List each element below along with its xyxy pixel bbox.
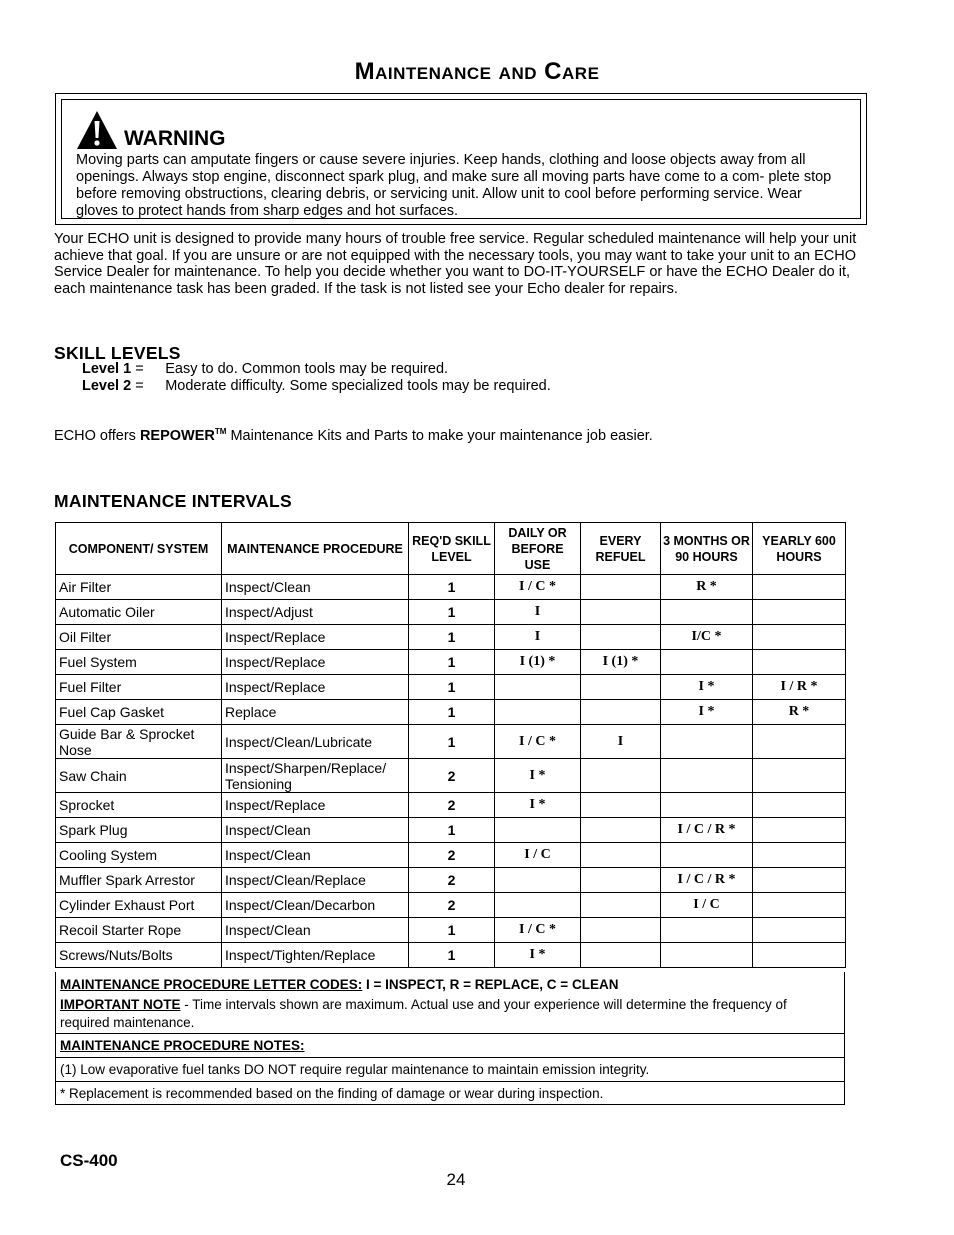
table-header-row	[56, 523, 846, 575]
warning-triangle-icon	[76, 110, 118, 150]
table-row	[56, 675, 846, 700]
cell-yearly	[753, 725, 846, 759]
cell-yearly	[753, 918, 846, 943]
important-note	[60, 996, 840, 1032]
cell-skill-level: 1	[409, 625, 495, 650]
cell-daily: I (1) *	[495, 650, 581, 675]
cell-3-months: I / C / R *	[661, 818, 753, 843]
cell-component: Cylinder Exhaust Port	[56, 893, 222, 918]
table-row	[56, 843, 846, 868]
cell-skill-level: 2	[409, 868, 495, 893]
cell-yearly	[753, 759, 846, 793]
intro-paragraph: Your ECHO unit is designed to provide many hours of trouble free service. Regular scheduled maintenance will help your unit achieve that goal. If you are unsure or are not equipped with the necessary tools, you may want to take your unit to an ECHO Service Dealer for maintenance. To help you decide whether you want to DO-IT-YOURSELF or have the ECHO Dealer do it, each maintenance task has been graded. If the task is not listed see your Echo dealer for repairs.	[54, 231, 857, 297]
note-2: * Replacement is recommended based on the finding of damage or wear during inspection.	[60, 1086, 604, 1101]
cell-every-refuel	[581, 625, 661, 650]
table-row	[56, 918, 846, 943]
cell-daily	[495, 818, 581, 843]
cell-procedure: Inspect/Adjust	[222, 600, 409, 625]
cell-3-months	[661, 918, 753, 943]
cell-3-months	[661, 759, 753, 793]
cell-procedure: Inspect/Clean	[222, 918, 409, 943]
procedure-notes-label	[60, 1038, 840, 1053]
cell-yearly	[753, 893, 846, 918]
cell-yearly	[753, 650, 846, 675]
skill-level-1-text: Easy to do. Common tools may be required.	[165, 361, 449, 377]
repower-suffix: Maintenance Kits and Parts to make your maintenance job easier.	[226, 427, 653, 444]
cell-skill-level: 1	[409, 918, 495, 943]
table-row	[56, 793, 846, 818]
cell-skill-level: 2	[409, 793, 495, 818]
important-note-text: - Time intervals shown are maximum. Actual use and your experience will determine the frequency of required maintenance.	[60, 997, 787, 1030]
cell-3-months	[661, 600, 753, 625]
cell-component: Screws/Nuts/Bolts	[56, 943, 222, 968]
cell-daily	[495, 675, 581, 700]
repower-brand: REPOWER	[139, 427, 215, 444]
cell-skill-level: 1	[409, 650, 495, 675]
table-row	[56, 759, 846, 793]
table-row	[56, 650, 846, 675]
cell-3-months: I *	[661, 675, 753, 700]
header-3-months: 3 MONTHS OR 90 HOURS	[661, 523, 753, 575]
cell-procedure: Inspect/Clean	[222, 575, 409, 600]
maintenance-table	[55, 522, 846, 968]
cell-procedure: Inspect/Sharpen/Replace/ Tensioning	[222, 759, 409, 793]
skill-level-1-eq: =	[135, 361, 144, 377]
warning-box	[55, 93, 867, 225]
cell-every-refuel	[581, 600, 661, 625]
cell-every-refuel	[581, 868, 661, 893]
cell-component: Spark Plug	[56, 818, 222, 843]
cell-procedure: Inspect/Replace	[222, 675, 409, 700]
cell-component: Cooling System	[56, 843, 222, 868]
cell-procedure: Inspect/Clean/Lubricate	[222, 725, 409, 759]
skill-level-2-text: Moderate difficulty. Some specialized tools may be required.	[165, 378, 551, 394]
cell-skill-level: 2	[409, 759, 495, 793]
cell-3-months: R *	[661, 575, 753, 600]
cell-skill-level: 1	[409, 725, 495, 759]
model-number: CS-400	[60, 1151, 118, 1170]
cell-procedure: Replace	[222, 700, 409, 725]
header-procedure: MAINTENANCE PROCEDURE	[222, 523, 409, 575]
cell-daily: I / C *	[495, 918, 581, 943]
cell-skill-level: 2	[409, 893, 495, 918]
cell-component: Saw Chain	[56, 759, 222, 793]
cell-3-months	[661, 793, 753, 818]
cell-daily	[495, 868, 581, 893]
skill-level-1	[82, 361, 448, 378]
cell-daily: I	[495, 625, 581, 650]
table-row	[56, 818, 846, 843]
notes-divider	[56, 1033, 844, 1034]
cell-every-refuel	[581, 943, 661, 968]
cell-every-refuel	[581, 818, 661, 843]
cell-yearly	[753, 943, 846, 968]
cell-daily: I	[495, 600, 581, 625]
important-note-label: IMPORTANT NOTE	[60, 997, 181, 1012]
maintenance-intervals-heading: MAINTENANCE INTERVALS	[54, 491, 293, 511]
cell-component: Sprocket	[56, 793, 222, 818]
cell-every-refuel	[581, 759, 661, 793]
warning-box-inner	[61, 99, 861, 219]
cell-daily: I *	[495, 793, 581, 818]
cell-procedure: Inspect/Clean/Decarbon	[222, 893, 409, 918]
cell-skill-level: 1	[409, 600, 495, 625]
cell-every-refuel	[581, 793, 661, 818]
cell-3-months	[661, 843, 753, 868]
cell-3-months	[661, 650, 753, 675]
cell-daily	[495, 700, 581, 725]
notes-divider	[56, 1057, 844, 1058]
cell-yearly	[753, 600, 846, 625]
cell-component: Air Filter	[56, 575, 222, 600]
cell-skill-level: 2	[409, 843, 495, 868]
table-row	[56, 600, 846, 625]
page-title: Maintenance and Care	[354, 58, 600, 85]
table-row	[56, 868, 846, 893]
cell-skill-level: 1	[409, 700, 495, 725]
header-skill-level: REQ'D SKILL LEVEL	[409, 523, 495, 575]
cell-daily	[495, 893, 581, 918]
cell-3-months: I / C	[661, 893, 753, 918]
cell-every-refuel	[581, 843, 661, 868]
cell-every-refuel: I	[581, 725, 661, 759]
cell-procedure: Inspect/Replace	[222, 625, 409, 650]
header-daily: DAILY OR BEFORE USE	[495, 523, 581, 575]
letter-codes-text: I = INSPECT, R = REPLACE, C = CLEAN	[362, 977, 619, 992]
cell-yearly	[753, 843, 846, 868]
cell-component: Guide Bar & Sprocket Nose	[56, 725, 222, 759]
cell-yearly	[753, 793, 846, 818]
table-row	[56, 943, 846, 968]
cell-3-months: I *	[661, 700, 753, 725]
cell-every-refuel: I (1) *	[581, 650, 661, 675]
cell-yearly	[753, 818, 846, 843]
cell-procedure: Inspect/Clean	[222, 843, 409, 868]
cell-daily: I / C *	[495, 725, 581, 759]
cell-every-refuel	[581, 675, 661, 700]
repower-line	[54, 427, 653, 444]
cell-skill-level: 1	[409, 675, 495, 700]
table-body	[56, 575, 846, 968]
skill-level-2-eq: =	[135, 378, 144, 394]
header-component: COMPONENT/ SYSTEM	[56, 523, 222, 575]
cell-every-refuel	[581, 575, 661, 600]
cell-daily: I / C *	[495, 575, 581, 600]
cell-component: Fuel System	[56, 650, 222, 675]
cell-every-refuel	[581, 893, 661, 918]
cell-3-months: I / C / R *	[661, 868, 753, 893]
cell-skill-level: 1	[409, 575, 495, 600]
skill-level-2	[82, 378, 551, 395]
maintenance-notes-box	[55, 972, 845, 1105]
table-row	[56, 575, 846, 600]
cell-yearly	[753, 868, 846, 893]
cell-component: Automatic Oiler	[56, 600, 222, 625]
table-row	[56, 625, 846, 650]
cell-yearly	[753, 625, 846, 650]
cell-procedure: Inspect/Replace	[222, 793, 409, 818]
cell-component: Muffler Spark Arrestor	[56, 868, 222, 893]
warning-title: WARNING	[124, 127, 226, 150]
cell-skill-level: 1	[409, 818, 495, 843]
letter-codes-label: MAINTENANCE PROCEDURE LETTER CODES:	[60, 977, 363, 992]
cell-every-refuel	[581, 700, 661, 725]
cell-component: Fuel Cap Gasket	[56, 700, 222, 725]
table-row	[56, 725, 846, 759]
header-yearly: YEARLY 600 HOURS	[753, 523, 846, 575]
cell-3-months: I/C *	[661, 625, 753, 650]
table-row	[56, 700, 846, 725]
repower-prefix: ECHO offers	[54, 427, 140, 444]
skill-level-2-key: Level 2	[82, 378, 132, 394]
skill-level-1-key: Level 1	[82, 361, 132, 377]
cell-daily: I / C	[495, 843, 581, 868]
cell-procedure: Inspect/Tighten/Replace	[222, 943, 409, 968]
notes-divider	[56, 1081, 844, 1082]
cell-yearly: R *	[753, 700, 846, 725]
cell-3-months	[661, 943, 753, 968]
cell-3-months	[661, 725, 753, 759]
cell-yearly: I / R *	[753, 675, 846, 700]
cell-yearly	[753, 575, 846, 600]
warning-header	[76, 108, 846, 150]
cell-component: Fuel Filter	[56, 675, 222, 700]
cell-skill-level: 1	[409, 943, 495, 968]
cell-procedure: Inspect/Clean/Replace	[222, 868, 409, 893]
cell-daily: I *	[495, 759, 581, 793]
note-1: (1) Low evaporative fuel tanks DO NOT require regular maintenance to maintain emission integrity.	[60, 1062, 650, 1077]
repower-tm: TM	[214, 427, 227, 436]
header-every-refuel: EVERY REFUEL	[581, 523, 661, 575]
cell-procedure: Inspect/Replace	[222, 650, 409, 675]
letter-codes-line	[60, 977, 840, 992]
cell-procedure: Inspect/Clean	[222, 818, 409, 843]
cell-component: Recoil Starter Rope	[56, 918, 222, 943]
cell-component: Oil Filter	[56, 625, 222, 650]
page-number: 24	[446, 1170, 466, 1189]
skill-levels-heading: SKILL LEVELS	[54, 343, 181, 363]
cell-daily: I *	[495, 943, 581, 968]
cell-every-refuel	[581, 918, 661, 943]
warning-text: Moving parts can amputate fingers or cause severe injuries. Keep hands, clothing and loose objects away from all openings. Always stop engine, disconnect spark plug, and make sure all moving parts have come to a com- plete stop before removing obstructions, clearing debris, or servicing unit. Allow unit to cool before performing service. Wear gloves to protect hands from sharp edges and hot surfaces.	[76, 152, 832, 219]
table-row	[56, 893, 846, 918]
procedure-notes-label-text: MAINTENANCE PROCEDURE NOTES:	[60, 1038, 305, 1053]
